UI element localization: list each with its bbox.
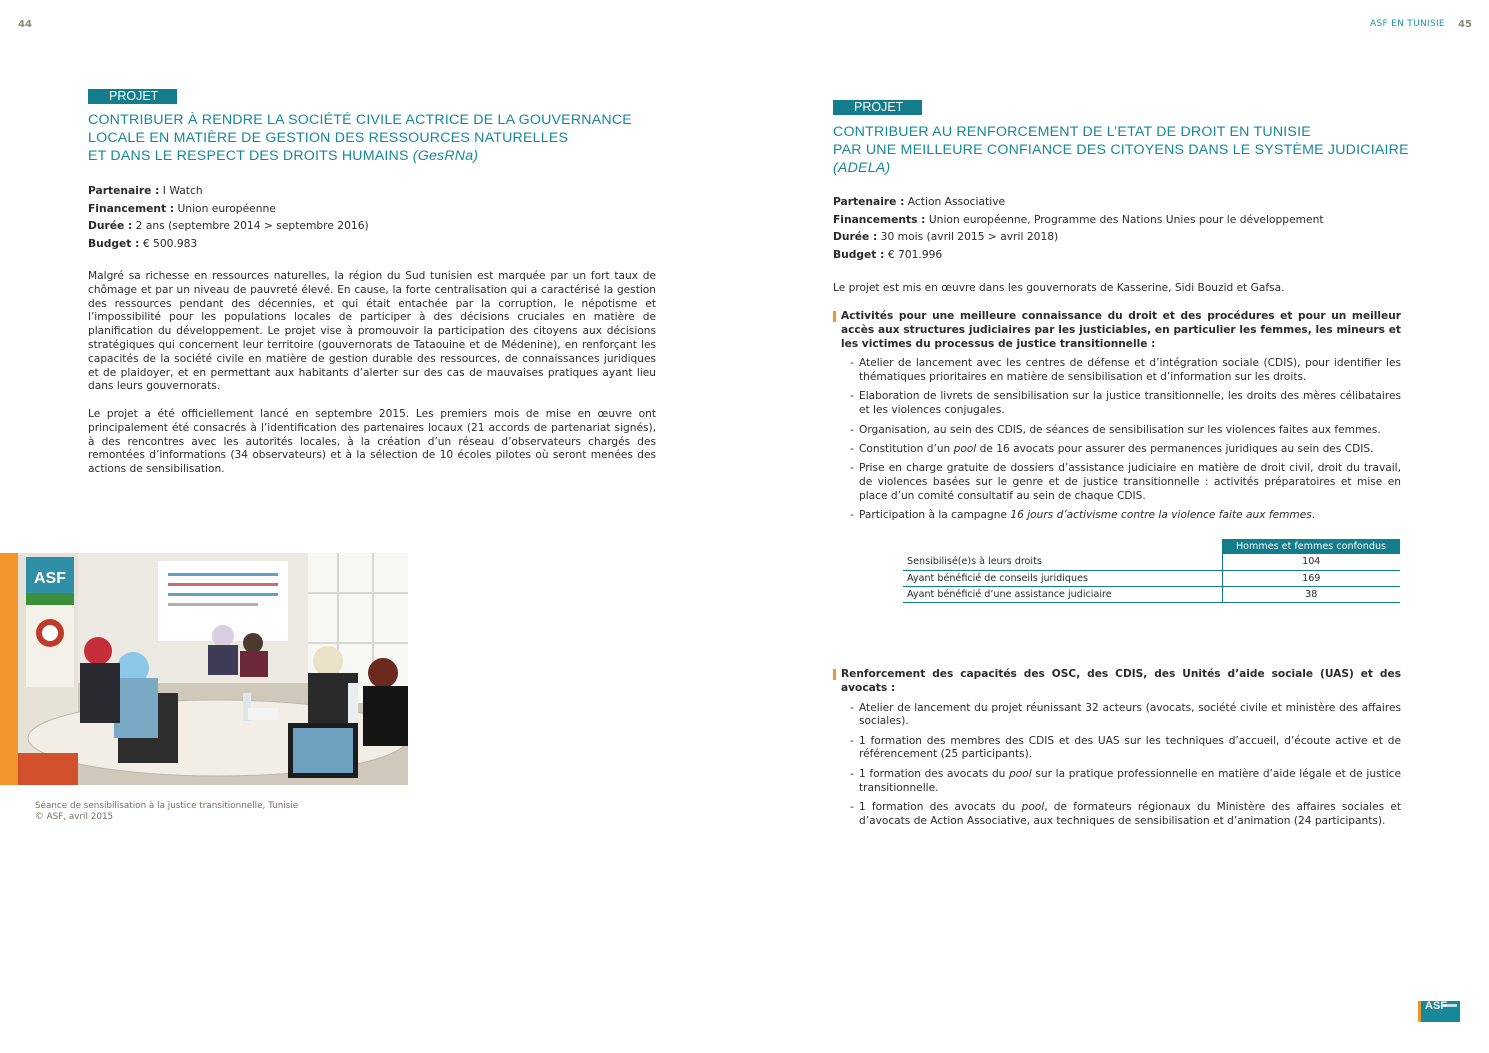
banner-logo: ASF bbox=[34, 570, 66, 587]
item-text: . bbox=[1311, 509, 1316, 522]
meta-value: € 500.983 bbox=[142, 236, 198, 250]
meta-label: Financement : bbox=[88, 201, 175, 215]
table-row bbox=[903, 570, 1400, 586]
table-header-empty bbox=[903, 539, 1222, 554]
item-text: sur la pratique professionnelle en matière d’aide légale et de justice transitionnelle. bbox=[859, 767, 1401, 794]
section-heading: Renforcement des capacités des OSC, des CDIS, des Unités d’aide sociale (UAS) et des avocats : bbox=[833, 668, 1401, 696]
project-meta-left bbox=[88, 182, 369, 252]
item-italic: pool bbox=[953, 442, 977, 455]
item-text: Participation à la campagne bbox=[859, 509, 1011, 522]
caption-line: Séance de sensibilisation à la justice transitionnelle, Tunisie bbox=[35, 801, 299, 811]
body-paragraph: Le projet a été officiellement lancé en septembre 2015. Les premiers mois de mise en œuvre ont principalement été consacrés à l’identification des partenaires locaux (21 accords de partenariat signés), à des rencontres avec les autorités locales, à la création d’un réseau d’observateurs chargés des remontées d’informations (34 observateurs) et à la sélection de 10 écoles pilotes où seront menées des actions de sensibilisation. bbox=[88, 408, 656, 476]
row-label: Ayant bénéficié d’une assistance judiciaire bbox=[903, 586, 1222, 602]
meta-value: 2 ans (septembre 2014 > septembre 2016) bbox=[135, 219, 369, 232]
meta-value: € 701.996 bbox=[887, 247, 943, 261]
title-line bbox=[833, 159, 1409, 177]
meta-value: Union européenne, Programme des Nations Unies pour le développement bbox=[928, 212, 1324, 226]
title-acronym: (GesRNa) bbox=[412, 148, 479, 164]
photo-illustration bbox=[18, 553, 408, 785]
meta-value: 30 mois (avril 2015 > avril 2018) bbox=[880, 230, 1059, 243]
project-tag-right: PROJET bbox=[833, 100, 922, 115]
running-title: ASF EN TUNISIE bbox=[1370, 19, 1445, 29]
meta-label: Financements : bbox=[833, 212, 926, 226]
project-title-right bbox=[833, 123, 1409, 177]
page-number-right: 45 bbox=[1458, 19, 1472, 30]
item-text: , de formateurs régionaux du Ministère des affaires sociales et d’avocats de Action Associative, aux techniques de sensibilisation et d’animation (24 participants). bbox=[859, 800, 1402, 827]
title-line: CONTRIBUER À RENDRE LA SOCIÉTÉ CIVILE ACTRICE DE LA GOUVERNANCE bbox=[88, 112, 632, 128]
title-line: LOCALE EN MATIÈRE DE GESTION DES RESSOURCES NATURELLES bbox=[88, 130, 569, 146]
results-table bbox=[903, 539, 1400, 603]
item-text: Constitution d’un bbox=[859, 442, 954, 455]
project-tag-left: PROJET bbox=[88, 89, 177, 104]
row-value: 104 bbox=[1222, 554, 1400, 570]
title-text: ET DANS LE RESPECT DES DROITS HUMAINS bbox=[88, 148, 409, 164]
meta-funding bbox=[88, 200, 369, 218]
item-italic: pool bbox=[1021, 800, 1045, 813]
list-item bbox=[850, 801, 1401, 829]
meta-label: Budget : bbox=[833, 247, 885, 261]
meta-value: I Watch bbox=[162, 184, 203, 197]
title-line bbox=[88, 147, 632, 165]
meta-label: Partenaire : bbox=[88, 184, 160, 197]
table-header-row bbox=[903, 539, 1400, 554]
logo-text: ASF bbox=[1425, 1000, 1447, 1012]
list-item bbox=[850, 509, 1401, 523]
meta-partner bbox=[833, 193, 1324, 211]
list-item: - Organisation, au sein des CDIS, de séances de sensibilisation sur les violences faites aux femmes. bbox=[850, 424, 1401, 438]
list-item bbox=[850, 443, 1401, 457]
meta-label: Budget : bbox=[88, 236, 140, 250]
meta-budget bbox=[833, 246, 1324, 264]
list-item: - Elaboration de livrets de sensibilisation sur la justice transitionnelle, les droits des mères célibataires et les violences conjugales. bbox=[850, 390, 1401, 418]
project-title-left bbox=[88, 111, 632, 165]
list-item: - Atelier de lancement avec les centres de défense et d’intégration sociale (CDIS), pour identifier les thématiques prioritaires en matière de sensibilisation et d’information sur les droits. bbox=[850, 357, 1401, 385]
table-row bbox=[903, 586, 1400, 602]
list-item: - 1 formation des membres des CDIS et des UAS sur les techniques d’accueil, d’écoute active et de référencement (25 participants). bbox=[850, 735, 1401, 763]
body-paragraph: Malgré sa richesse en ressources naturelles, la région du Sud tunisien est marquée par un fort taux de chômage et par un niveau de pauvreté élevé. En cause, la forte centralisation qui a caractérisé la gestion des ressources pendant des décennies, et qui était entachée par la corruption, le népotisme et l’impossibilité pour les populations locales de participer à des décisions cruciales en matière de planification du développement. Le projet vise à promouvoir la participation des citoyens aux décisions stratégiques qui concernent leur territoire (gouvernorats de Tataouine et de Médenine), en renforçant les capacités de la société civile en matière de gestion durable des ressources, de connaissances juridiques et de plaidoyer, et en permettant aux habitants d’alerter sur des cas de mauvaises pratiques ayant lieu dans leurs gouvernorats. bbox=[88, 270, 656, 393]
page-number-left: 44 bbox=[18, 19, 32, 30]
row-value: 38 bbox=[1222, 586, 1400, 602]
meta-value: Action Associative bbox=[907, 195, 1006, 208]
section-heading: Activités pour une meilleure connaissance du droit et des procédures et pour un meilleur accès aux structures judiciaires par les justiciables, en particulier les femmes, les mineurs et les victimes du processus de justice transitionnelle : bbox=[833, 310, 1401, 351]
item-italic: 16 jours d’activisme contre la violence faite aux femmes bbox=[1010, 509, 1312, 522]
meta-label: Durée : bbox=[88, 219, 133, 232]
item-text: 1 formation des avocats du bbox=[859, 800, 1022, 813]
list-item bbox=[850, 768, 1401, 796]
project-meta-right bbox=[833, 193, 1324, 263]
meta-duration bbox=[88, 217, 369, 235]
asf-logo bbox=[1418, 1001, 1460, 1022]
caption-line: © ASF, avril 2015 bbox=[35, 812, 114, 822]
item-text: 1 formation des avocats du bbox=[859, 767, 1010, 780]
meta-duration bbox=[833, 228, 1324, 246]
row-label: Ayant bénéficié de conseils juridiques bbox=[903, 570, 1222, 586]
list-item: - Prise en charge gratuite de dossiers d’assistance judiciaire en matière de droit civil, droit du travail, de violences basées sur le genre et de justice transitionnelle : activités préparatoires et mise en place d’un comité consultatif au sein de chaque CDIS. bbox=[850, 462, 1401, 503]
activities-list bbox=[833, 357, 1401, 522]
item-italic: pool bbox=[1009, 767, 1032, 780]
item-text: de 16 avocats pour assurer des permanences juridiques au sein des CDIS. bbox=[976, 442, 1374, 455]
title-acronym: (ADELA) bbox=[833, 160, 891, 176]
meta-funding bbox=[833, 211, 1324, 229]
row-value: 169 bbox=[1222, 570, 1400, 586]
table-row bbox=[903, 554, 1400, 570]
intro-paragraph: Le projet est mis en œuvre dans les gouvernorats de Kasserine, Sidi Bouzid et Gafsa. bbox=[833, 282, 1285, 294]
accent-bar bbox=[0, 553, 18, 785]
capacity-list bbox=[833, 702, 1401, 829]
meta-partner bbox=[88, 182, 369, 200]
meta-label: Partenaire : bbox=[833, 195, 905, 208]
meta-value: Union européenne bbox=[177, 201, 276, 215]
list-item: - Atelier de lancement du projet réunissant 32 acteurs (avocats, société civile et ministère des affaires sociales). bbox=[850, 702, 1401, 730]
table-header: Hommes et femmes confondus bbox=[1222, 539, 1400, 554]
meta-budget bbox=[88, 235, 369, 253]
title-line: CONTRIBUER AU RENFORCEMENT DE L’ETAT DE DROIT EN TUNISIE bbox=[833, 124, 1311, 140]
photo-caption bbox=[35, 801, 298, 823]
meta-label: Durée : bbox=[833, 230, 878, 243]
photo-figure bbox=[0, 553, 408, 785]
row-label: Sensibilisé(e)s à leurs droits bbox=[903, 554, 1222, 570]
title-line: PAR UNE MEILLEURE CONFIANCE DES CITOYENS DANS LE SYSTÈME JUDICIAIRE bbox=[833, 142, 1409, 158]
activities-section bbox=[833, 310, 1401, 528]
capacity-section bbox=[833, 668, 1401, 834]
workshop-photo bbox=[18, 553, 408, 785]
